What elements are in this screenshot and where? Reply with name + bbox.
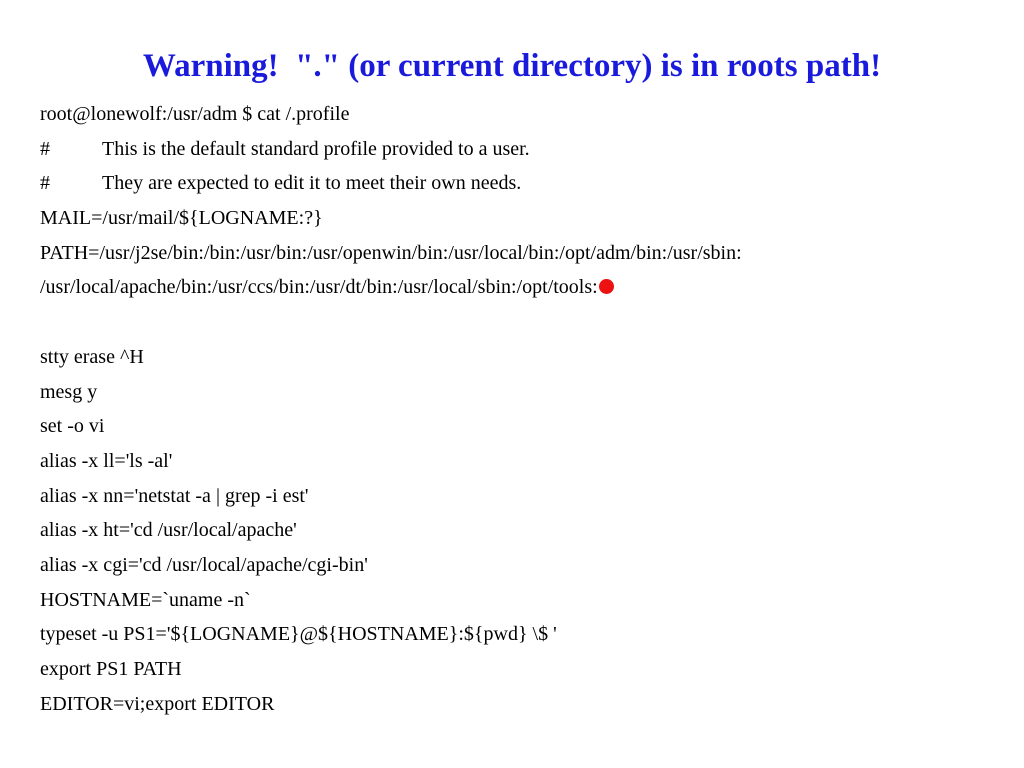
comment-text: They are expected to edit it to meet their own needs. bbox=[102, 172, 522, 195]
comment-hash: # bbox=[40, 137, 50, 160]
command-line: root@lonewolf:/usr/adm $ cat /.profile bbox=[40, 103, 350, 125]
slide-title: Warning! "." (or current directory) is in roots path! bbox=[142, 48, 882, 84]
comment-text: This is the default standard profile provided to a user. bbox=[102, 137, 530, 160]
red-dot-marker-icon bbox=[599, 279, 614, 294]
path-line: PATH=/usr/j2se/bin:/bin:/usr/bin:/usr/openwin/bin:/usr/local/bin:/opt/adm/bin:/usr/sbin: bbox=[40, 241, 742, 264]
comment-line bbox=[40, 166, 1010, 201]
comment-line bbox=[40, 132, 1010, 167]
alias-line: alias -x cgi='cd /usr/local/apache/cgi-bin' bbox=[40, 553, 368, 576]
export-line: export PS1 PATH bbox=[40, 658, 182, 680]
typeset-line: typeset -u PS1='${LOGNAME}@${HOSTNAME}:${pwd} \$ ' bbox=[40, 623, 557, 646]
mail-line: MAIL=/usr/mail/${LOGNAME:?} bbox=[40, 207, 323, 230]
editor-line: EDITOR=vi;export EDITOR bbox=[40, 692, 275, 715]
hostname-line: HOSTNAME=`uname -n` bbox=[40, 588, 251, 611]
path-continuation-line bbox=[40, 270, 1010, 305]
alias-line: alias -x nn='netstat -a | grep -i est' bbox=[40, 484, 309, 507]
alias-line: alias -x ht='cd /usr/local/apache' bbox=[40, 519, 297, 542]
profile-listing bbox=[40, 97, 1010, 721]
comment-hash: # bbox=[40, 172, 50, 195]
mesg-line: mesg y bbox=[40, 380, 98, 403]
alias-line: alias -x ll='ls -al' bbox=[40, 449, 173, 472]
stty-line: stty erase ^H bbox=[40, 345, 144, 368]
blank-line bbox=[40, 305, 1010, 340]
path-continuation-text: /usr/local/apache/bin:/usr/ccs/bin:/usr/dt/bin:/usr/local/sbin:/opt/tools: bbox=[40, 276, 598, 299]
set-vi-line: set -o vi bbox=[40, 415, 105, 438]
